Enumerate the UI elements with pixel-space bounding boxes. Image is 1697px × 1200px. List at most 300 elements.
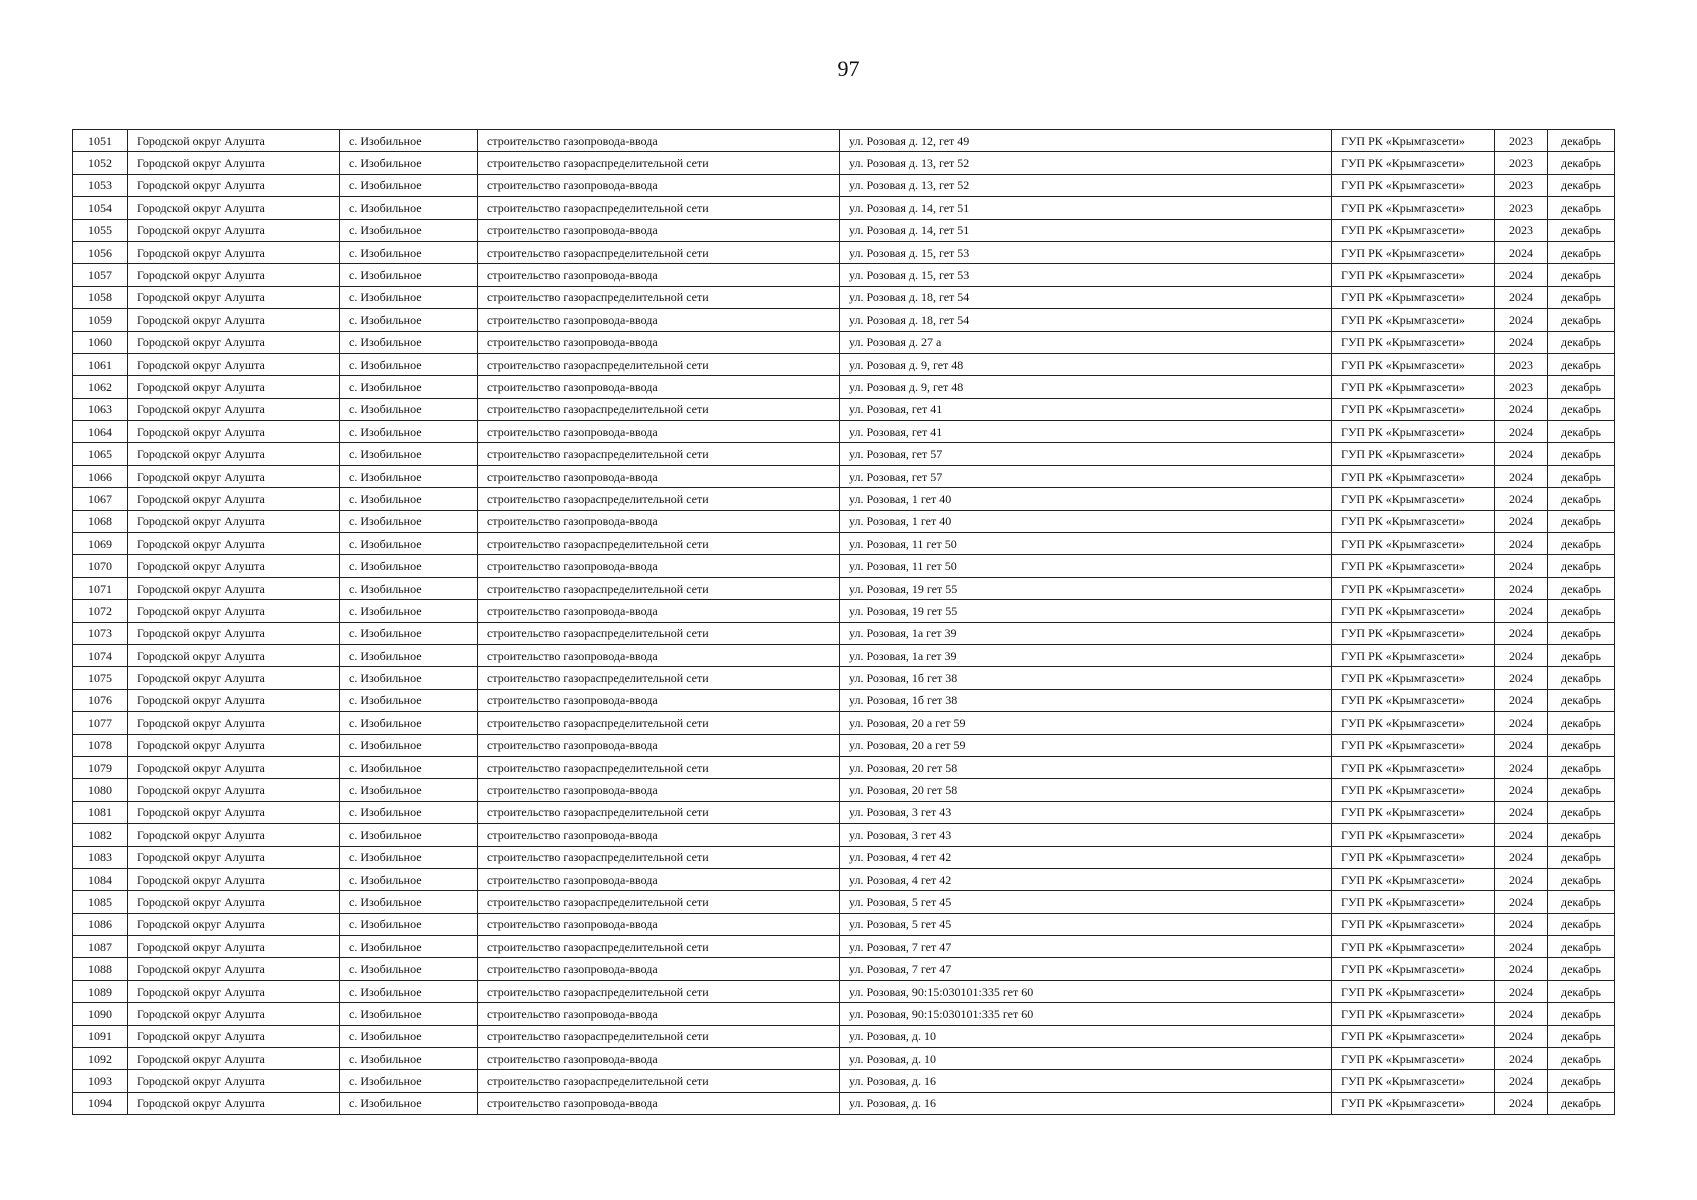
cell-year: 2024 xyxy=(1495,846,1548,868)
cell-address: ул. Розовая, 90:15:030101:335 гет 60 xyxy=(840,980,1332,1002)
cell-work-type: строительство газопровода-ввода xyxy=(478,510,840,532)
cell-settlement: с. Изобильное xyxy=(340,756,478,778)
cell-municipality: Городской округ Алушта xyxy=(128,353,340,375)
cell-row-number: 1053 xyxy=(73,174,128,196)
cell-row-number: 1076 xyxy=(73,689,128,711)
cell-settlement: с. Изобильное xyxy=(340,846,478,868)
cell-month: декабрь xyxy=(1548,264,1615,286)
cell-address: ул. Розовая, 11 гет 50 xyxy=(840,533,1332,555)
cell-settlement: с. Изобильное xyxy=(340,264,478,286)
cell-work-type: строительство газопровода-ввода xyxy=(478,1003,840,1025)
cell-work-type: строительство газораспределительной сети xyxy=(478,1025,840,1047)
cell-row-number: 1052 xyxy=(73,152,128,174)
cell-year: 2024 xyxy=(1495,1003,1548,1025)
table-row xyxy=(73,936,1615,958)
cell-work-type: строительство газопровода-ввода xyxy=(478,868,840,890)
cell-municipality: Городской округ Алушта xyxy=(128,712,340,734)
page-number: 97 xyxy=(837,56,860,81)
cell-month: декабрь xyxy=(1548,130,1615,152)
cell-contractor: ГУП РК «Крымгазсети» xyxy=(1332,264,1495,286)
cell-row-number: 1065 xyxy=(73,443,128,465)
cell-work-type: строительство газопровода-ввода xyxy=(478,824,840,846)
cell-work-type: строительство газораспределительной сети xyxy=(478,667,840,689)
cell-month: декабрь xyxy=(1548,756,1615,778)
cell-month: декабрь xyxy=(1548,644,1615,666)
cell-address: ул. Розовая д. 15, гет 53 xyxy=(840,264,1332,286)
cell-work-type: строительство газораспределительной сети xyxy=(478,756,840,778)
table-row xyxy=(73,219,1615,241)
cell-month: декабрь xyxy=(1548,398,1615,420)
cell-work-type: строительство газораспределительной сети xyxy=(478,622,840,644)
cell-contractor: ГУП РК «Крымгазсети» xyxy=(1332,398,1495,420)
table-row xyxy=(73,734,1615,756)
table-row xyxy=(73,398,1615,420)
cell-work-type: строительство газопровода-ввода xyxy=(478,913,840,935)
cell-year: 2024 xyxy=(1495,689,1548,711)
cell-year: 2024 xyxy=(1495,421,1548,443)
cell-month: декабрь xyxy=(1548,667,1615,689)
cell-row-number: 1085 xyxy=(73,891,128,913)
cell-row-number: 1060 xyxy=(73,331,128,353)
cell-work-type: строительство газопровода-ввода xyxy=(478,465,840,487)
cell-contractor: ГУП РК «Крымгазсети» xyxy=(1332,555,1495,577)
cell-work-type: строительство газораспределительной сети xyxy=(478,891,840,913)
cell-year: 2023 xyxy=(1495,197,1548,219)
cell-month: декабрь xyxy=(1548,465,1615,487)
cell-address: ул. Розовая, 4 гет 42 xyxy=(840,846,1332,868)
table-row xyxy=(73,331,1615,353)
table-row xyxy=(73,689,1615,711)
cell-row-number: 1093 xyxy=(73,1070,128,1092)
cell-row-number: 1057 xyxy=(73,264,128,286)
cell-address: ул. Розовая, гет 41 xyxy=(840,421,1332,443)
cell-year: 2024 xyxy=(1495,398,1548,420)
cell-contractor: ГУП РК «Крымгазсети» xyxy=(1332,600,1495,622)
cell-municipality: Городской округ Алушта xyxy=(128,622,340,644)
cell-municipality: Городской округ Алушта xyxy=(128,286,340,308)
cell-address: ул. Розовая, 5 гет 45 xyxy=(840,891,1332,913)
cell-settlement: с. Изобильное xyxy=(340,801,478,823)
cell-work-type: строительство газораспределительной сети xyxy=(478,398,840,420)
cell-year: 2023 xyxy=(1495,130,1548,152)
cell-address: ул. Розовая, гет 57 xyxy=(840,465,1332,487)
cell-municipality: Городской округ Алушта xyxy=(128,801,340,823)
cell-address: ул. Розовая, 3 гет 43 xyxy=(840,824,1332,846)
table-row xyxy=(73,488,1615,510)
cell-settlement: с. Изобильное xyxy=(340,734,478,756)
cell-month: декабрь xyxy=(1548,868,1615,890)
cell-address: ул. Розовая, 90:15:030101:335 гет 60 xyxy=(840,1003,1332,1025)
cell-address: ул. Розовая, 19 гет 55 xyxy=(840,600,1332,622)
cell-contractor: ГУП РК «Крымгазсети» xyxy=(1332,801,1495,823)
cell-municipality: Городской округ Алушта xyxy=(128,219,340,241)
table-row xyxy=(73,1070,1615,1092)
cell-work-type: строительство газопровода-ввода xyxy=(478,1048,840,1070)
cell-year: 2024 xyxy=(1495,1048,1548,1070)
cell-row-number: 1064 xyxy=(73,421,128,443)
cell-settlement: с. Изобильное xyxy=(340,1003,478,1025)
cell-address: ул. Розовая д. 13, гет 52 xyxy=(840,174,1332,196)
cell-contractor: ГУП РК «Крымгазсети» xyxy=(1332,577,1495,599)
cell-settlement: с. Изобильное xyxy=(340,891,478,913)
cell-year: 2024 xyxy=(1495,824,1548,846)
table-row xyxy=(73,555,1615,577)
table-row xyxy=(73,1025,1615,1047)
cell-settlement: с. Изобильное xyxy=(340,958,478,980)
cell-address: ул. Розовая д. 15, гет 53 xyxy=(840,241,1332,263)
cell-work-type: строительство газораспределительной сети xyxy=(478,712,840,734)
cell-contractor: ГУП РК «Крымгазсети» xyxy=(1332,1048,1495,1070)
cell-address: ул. Розовая д. 18, гет 54 xyxy=(840,286,1332,308)
cell-year: 2023 xyxy=(1495,174,1548,196)
cell-month: декабрь xyxy=(1548,1003,1615,1025)
cell-settlement: с. Изобильное xyxy=(340,286,478,308)
cell-work-type: строительство газораспределительной сети xyxy=(478,443,840,465)
cell-municipality: Городской округ Алушта xyxy=(128,779,340,801)
cell-month: декабрь xyxy=(1548,689,1615,711)
cell-settlement: с. Изобильное xyxy=(340,219,478,241)
cell-contractor: ГУП РК «Крымгазсети» xyxy=(1332,510,1495,532)
cell-row-number: 1086 xyxy=(73,913,128,935)
cell-address: ул. Розовая, 7 гет 47 xyxy=(840,958,1332,980)
table-row xyxy=(73,286,1615,308)
table-row xyxy=(73,152,1615,174)
cell-settlement: с. Изобильное xyxy=(340,309,478,331)
cell-work-type: строительство газораспределительной сети xyxy=(478,286,840,308)
cell-row-number: 1073 xyxy=(73,622,128,644)
table-row xyxy=(73,667,1615,689)
cell-row-number: 1092 xyxy=(73,1048,128,1070)
table-body xyxy=(73,130,1615,1115)
cell-settlement: с. Изобильное xyxy=(340,1070,478,1092)
cell-settlement: с. Изобильное xyxy=(340,980,478,1002)
cell-row-number: 1062 xyxy=(73,376,128,398)
cell-work-type: строительство газопровода-ввода xyxy=(478,331,840,353)
cell-month: декабрь xyxy=(1548,376,1615,398)
cell-contractor: ГУП РК «Крымгазсети» xyxy=(1332,286,1495,308)
cell-work-type: строительство газопровода-ввода xyxy=(478,309,840,331)
cell-settlement: с. Изобильное xyxy=(340,241,478,263)
table-row xyxy=(73,622,1615,644)
cell-year: 2024 xyxy=(1495,644,1548,666)
table-row xyxy=(73,868,1615,890)
cell-row-number: 1066 xyxy=(73,465,128,487)
cell-municipality: Городской округ Алушта xyxy=(128,913,340,935)
table-row xyxy=(73,130,1615,152)
cell-address: ул. Розовая, 20 гет 58 xyxy=(840,756,1332,778)
cell-address: ул. Розовая, д. 16 xyxy=(840,1092,1332,1114)
cell-address: ул. Розовая, 20 а гет 59 xyxy=(840,712,1332,734)
cell-work-type: строительство газопровода-ввода xyxy=(478,1092,840,1114)
cell-work-type: строительство газопровода-ввода xyxy=(478,174,840,196)
cell-contractor: ГУП РК «Крымгазсети» xyxy=(1332,197,1495,219)
cell-year: 2024 xyxy=(1495,555,1548,577)
table-row xyxy=(73,846,1615,868)
cell-settlement: с. Изобильное xyxy=(340,622,478,644)
cell-municipality: Городской округ Алушта xyxy=(128,152,340,174)
cell-work-type: строительство газопровода-ввода xyxy=(478,130,840,152)
cell-row-number: 1074 xyxy=(73,644,128,666)
cell-settlement: с. Изобильное xyxy=(340,421,478,443)
cell-row-number: 1067 xyxy=(73,488,128,510)
cell-contractor: ГУП РК «Крымгазсети» xyxy=(1332,1092,1495,1114)
cell-row-number: 1080 xyxy=(73,779,128,801)
cell-month: декабрь xyxy=(1548,510,1615,532)
cell-month: декабрь xyxy=(1548,1092,1615,1114)
cell-row-number: 1056 xyxy=(73,241,128,263)
cell-month: декабрь xyxy=(1548,980,1615,1002)
cell-row-number: 1063 xyxy=(73,398,128,420)
table-row xyxy=(73,779,1615,801)
cell-municipality: Городской округ Алушта xyxy=(128,980,340,1002)
cell-contractor: ГУП РК «Крымгазсети» xyxy=(1332,533,1495,555)
cell-settlement: с. Изобильное xyxy=(340,331,478,353)
cell-settlement: с. Изобильное xyxy=(340,712,478,734)
cell-municipality: Городской округ Алушта xyxy=(128,600,340,622)
table-row xyxy=(73,600,1615,622)
cell-month: декабрь xyxy=(1548,286,1615,308)
cell-settlement: с. Изобильное xyxy=(340,913,478,935)
cell-address: ул. Розовая д. 14, гет 51 xyxy=(840,219,1332,241)
cell-municipality: Городской округ Алушта xyxy=(128,174,340,196)
cell-month: декабрь xyxy=(1548,1025,1615,1047)
cell-settlement: с. Изобильное xyxy=(340,533,478,555)
cell-year: 2024 xyxy=(1495,488,1548,510)
cell-work-type: строительство газораспределительной сети xyxy=(478,353,840,375)
cell-work-type: строительство газораспределительной сети xyxy=(478,533,840,555)
cell-work-type: строительство газораспределительной сети xyxy=(478,980,840,1002)
cell-address: ул. Розовая д. 27 а xyxy=(840,331,1332,353)
cell-contractor: ГУП РК «Крымгазсети» xyxy=(1332,1025,1495,1047)
cell-contractor: ГУП РК «Крымгазсети» xyxy=(1332,868,1495,890)
cell-row-number: 1059 xyxy=(73,309,128,331)
cell-work-type: строительство газораспределительной сети xyxy=(478,577,840,599)
cell-year: 2024 xyxy=(1495,667,1548,689)
cell-address: ул. Розовая, 20 а гет 59 xyxy=(840,734,1332,756)
cell-settlement: с. Изобильное xyxy=(340,197,478,219)
cell-year: 2024 xyxy=(1495,936,1548,958)
cell-work-type: строительство газопровода-ввода xyxy=(478,421,840,443)
cell-address: ул. Розовая д. 12, гет 49 xyxy=(840,130,1332,152)
cell-settlement: с. Изобильное xyxy=(340,152,478,174)
cell-settlement: с. Изобильное xyxy=(340,1048,478,1070)
gasification-register-table xyxy=(72,129,1615,1115)
table-row xyxy=(73,891,1615,913)
cell-contractor: ГУП РК «Крымгазсети» xyxy=(1332,779,1495,801)
cell-contractor: ГУП РК «Крымгазсети» xyxy=(1332,913,1495,935)
table-row xyxy=(73,577,1615,599)
cell-settlement: с. Изобильное xyxy=(340,1025,478,1047)
cell-year: 2024 xyxy=(1495,712,1548,734)
cell-year: 2023 xyxy=(1495,152,1548,174)
cell-municipality: Городской округ Алушта xyxy=(128,734,340,756)
cell-settlement: с. Изобильное xyxy=(340,644,478,666)
cell-settlement: с. Изобильное xyxy=(340,577,478,599)
cell-row-number: 1082 xyxy=(73,824,128,846)
cell-municipality: Городской округ Алушта xyxy=(128,130,340,152)
cell-row-number: 1091 xyxy=(73,1025,128,1047)
cell-month: декабрь xyxy=(1548,1070,1615,1092)
cell-work-type: строительство газопровода-ввода xyxy=(478,779,840,801)
cell-work-type: строительство газораспределительной сети xyxy=(478,152,840,174)
cell-address: ул. Розовая, 4 гет 42 xyxy=(840,868,1332,890)
cell-row-number: 1072 xyxy=(73,600,128,622)
table-row xyxy=(73,913,1615,935)
cell-year: 2024 xyxy=(1495,779,1548,801)
cell-row-number: 1069 xyxy=(73,533,128,555)
cell-address: ул. Розовая, 1б гет 38 xyxy=(840,689,1332,711)
cell-month: декабрь xyxy=(1548,846,1615,868)
cell-month: декабрь xyxy=(1548,152,1615,174)
cell-work-type: строительство газораспределительной сети xyxy=(478,801,840,823)
cell-municipality: Городской округ Алушта xyxy=(128,577,340,599)
cell-row-number: 1051 xyxy=(73,130,128,152)
cell-municipality: Городской округ Алушта xyxy=(128,1025,340,1047)
cell-settlement: с. Изобильное xyxy=(340,398,478,420)
cell-settlement: с. Изобильное xyxy=(340,824,478,846)
cell-contractor: ГУП РК «Крымгазсети» xyxy=(1332,891,1495,913)
cell-row-number: 1090 xyxy=(73,1003,128,1025)
cell-address: ул. Розовая, д. 10 xyxy=(840,1048,1332,1070)
cell-municipality: Городской округ Алушта xyxy=(128,756,340,778)
cell-municipality: Городской округ Алушта xyxy=(128,465,340,487)
cell-year: 2024 xyxy=(1495,264,1548,286)
table-row xyxy=(73,801,1615,823)
cell-contractor: ГУП РК «Крымгазсети» xyxy=(1332,353,1495,375)
cell-address: ул. Розовая, 7 гет 47 xyxy=(840,936,1332,958)
cell-contractor: ГУП РК «Крымгазсети» xyxy=(1332,152,1495,174)
cell-work-type: строительство газораспределительной сети xyxy=(478,1070,840,1092)
cell-year: 2024 xyxy=(1495,465,1548,487)
cell-row-number: 1071 xyxy=(73,577,128,599)
cell-month: декабрь xyxy=(1548,174,1615,196)
cell-settlement: с. Изобильное xyxy=(340,868,478,890)
cell-address: ул. Розовая, 1 гет 40 xyxy=(840,488,1332,510)
cell-municipality: Городской округ Алушта xyxy=(128,421,340,443)
cell-year: 2024 xyxy=(1495,1070,1548,1092)
cell-month: декабрь xyxy=(1548,555,1615,577)
cell-address: ул. Розовая, 20 гет 58 xyxy=(840,779,1332,801)
cell-row-number: 1087 xyxy=(73,936,128,958)
cell-address: ул. Розовая д. 9, гет 48 xyxy=(840,376,1332,398)
cell-municipality: Городской округ Алушта xyxy=(128,936,340,958)
cell-month: декабрь xyxy=(1548,712,1615,734)
cell-address: ул. Розовая д. 13, гет 52 xyxy=(840,152,1332,174)
cell-work-type: строительство газопровода-ввода xyxy=(478,958,840,980)
cell-municipality: Городской округ Алушта xyxy=(128,891,340,913)
cell-contractor: ГУП РК «Крымгазсети» xyxy=(1332,756,1495,778)
cell-year: 2024 xyxy=(1495,577,1548,599)
cell-work-type: строительство газопровода-ввода xyxy=(478,689,840,711)
cell-municipality: Городской округ Алушта xyxy=(128,1070,340,1092)
cell-municipality: Городской округ Алушта xyxy=(128,644,340,666)
cell-year: 2024 xyxy=(1495,443,1548,465)
table-row xyxy=(73,1048,1615,1070)
cell-contractor: ГУП РК «Крымгазсети» xyxy=(1332,824,1495,846)
cell-municipality: Городской округ Алушта xyxy=(128,197,340,219)
cell-month: декабрь xyxy=(1548,443,1615,465)
cell-year: 2023 xyxy=(1495,353,1548,375)
cell-municipality: Городской округ Алушта xyxy=(128,868,340,890)
cell-contractor: ГУП РК «Крымгазсети» xyxy=(1332,1070,1495,1092)
cell-municipality: Городской округ Алушта xyxy=(128,1092,340,1114)
cell-contractor: ГУП РК «Крымгазсети» xyxy=(1332,309,1495,331)
cell-month: декабрь xyxy=(1548,577,1615,599)
cell-year: 2024 xyxy=(1495,331,1548,353)
cell-address: ул. Розовая, д. 16 xyxy=(840,1070,1332,1092)
cell-address: ул. Розовая, 11 гет 50 xyxy=(840,555,1332,577)
cell-municipality: Городской округ Алушта xyxy=(128,667,340,689)
cell-contractor: ГУП РК «Крымгазсети» xyxy=(1332,622,1495,644)
cell-address: ул. Розовая д. 14, гет 51 xyxy=(840,197,1332,219)
cell-settlement: с. Изобильное xyxy=(340,510,478,532)
cell-month: декабрь xyxy=(1548,353,1615,375)
table-row xyxy=(73,712,1615,734)
table-row xyxy=(73,241,1615,263)
cell-address: ул. Розовая, гет 57 xyxy=(840,443,1332,465)
table-row xyxy=(73,465,1615,487)
cell-municipality: Городской округ Алушта xyxy=(128,510,340,532)
cell-work-type: строительство газораспределительной сети xyxy=(478,936,840,958)
table-row xyxy=(73,353,1615,375)
cell-settlement: с. Изобильное xyxy=(340,174,478,196)
cell-row-number: 1075 xyxy=(73,667,128,689)
cell-month: декабрь xyxy=(1548,241,1615,263)
cell-month: декабрь xyxy=(1548,421,1615,443)
cell-year: 2023 xyxy=(1495,376,1548,398)
cell-month: декабрь xyxy=(1548,309,1615,331)
cell-year: 2024 xyxy=(1495,241,1548,263)
cell-work-type: строительство газопровода-ввода xyxy=(478,734,840,756)
table-row xyxy=(73,376,1615,398)
cell-month: декабрь xyxy=(1548,801,1615,823)
cell-municipality: Городской округ Алушта xyxy=(128,376,340,398)
cell-work-type: строительство газораспределительной сети xyxy=(478,488,840,510)
cell-settlement: с. Изобильное xyxy=(340,555,478,577)
table-row xyxy=(73,421,1615,443)
cell-contractor: ГУП РК «Крымгазсети» xyxy=(1332,734,1495,756)
cell-month: декабрь xyxy=(1548,958,1615,980)
cell-municipality: Городской округ Алушта xyxy=(128,488,340,510)
cell-contractor: ГУП РК «Крымгазсети» xyxy=(1332,488,1495,510)
cell-work-type: строительство газопровода-ввода xyxy=(478,219,840,241)
cell-municipality: Городской округ Алушта xyxy=(128,824,340,846)
cell-row-number: 1058 xyxy=(73,286,128,308)
cell-year: 2024 xyxy=(1495,533,1548,555)
table-row xyxy=(73,756,1615,778)
cell-month: декабрь xyxy=(1548,622,1615,644)
cell-row-number: 1061 xyxy=(73,353,128,375)
cell-municipality: Городской округ Алушта xyxy=(128,331,340,353)
cell-year: 2024 xyxy=(1495,286,1548,308)
cell-municipality: Городской округ Алушта xyxy=(128,264,340,286)
cell-settlement: с. Изобильное xyxy=(340,689,478,711)
cell-municipality: Городской округ Алушта xyxy=(128,846,340,868)
cell-row-number: 1084 xyxy=(73,868,128,890)
cell-year: 2024 xyxy=(1495,913,1548,935)
cell-contractor: ГУП РК «Крымгазсети» xyxy=(1332,958,1495,980)
cell-contractor: ГУП РК «Крымгазсети» xyxy=(1332,689,1495,711)
cell-contractor: ГУП РК «Крымгазсети» xyxy=(1332,936,1495,958)
cell-work-type: строительство газораспределительной сети xyxy=(478,846,840,868)
cell-month: декабрь xyxy=(1548,533,1615,555)
cell-work-type: строительство газораспределительной сети xyxy=(478,241,840,263)
cell-municipality: Городской округ Алушта xyxy=(128,443,340,465)
cell-settlement: с. Изобильное xyxy=(340,465,478,487)
cell-contractor: ГУП РК «Крымгазсети» xyxy=(1332,846,1495,868)
table-row xyxy=(73,1092,1615,1114)
table-row xyxy=(73,264,1615,286)
